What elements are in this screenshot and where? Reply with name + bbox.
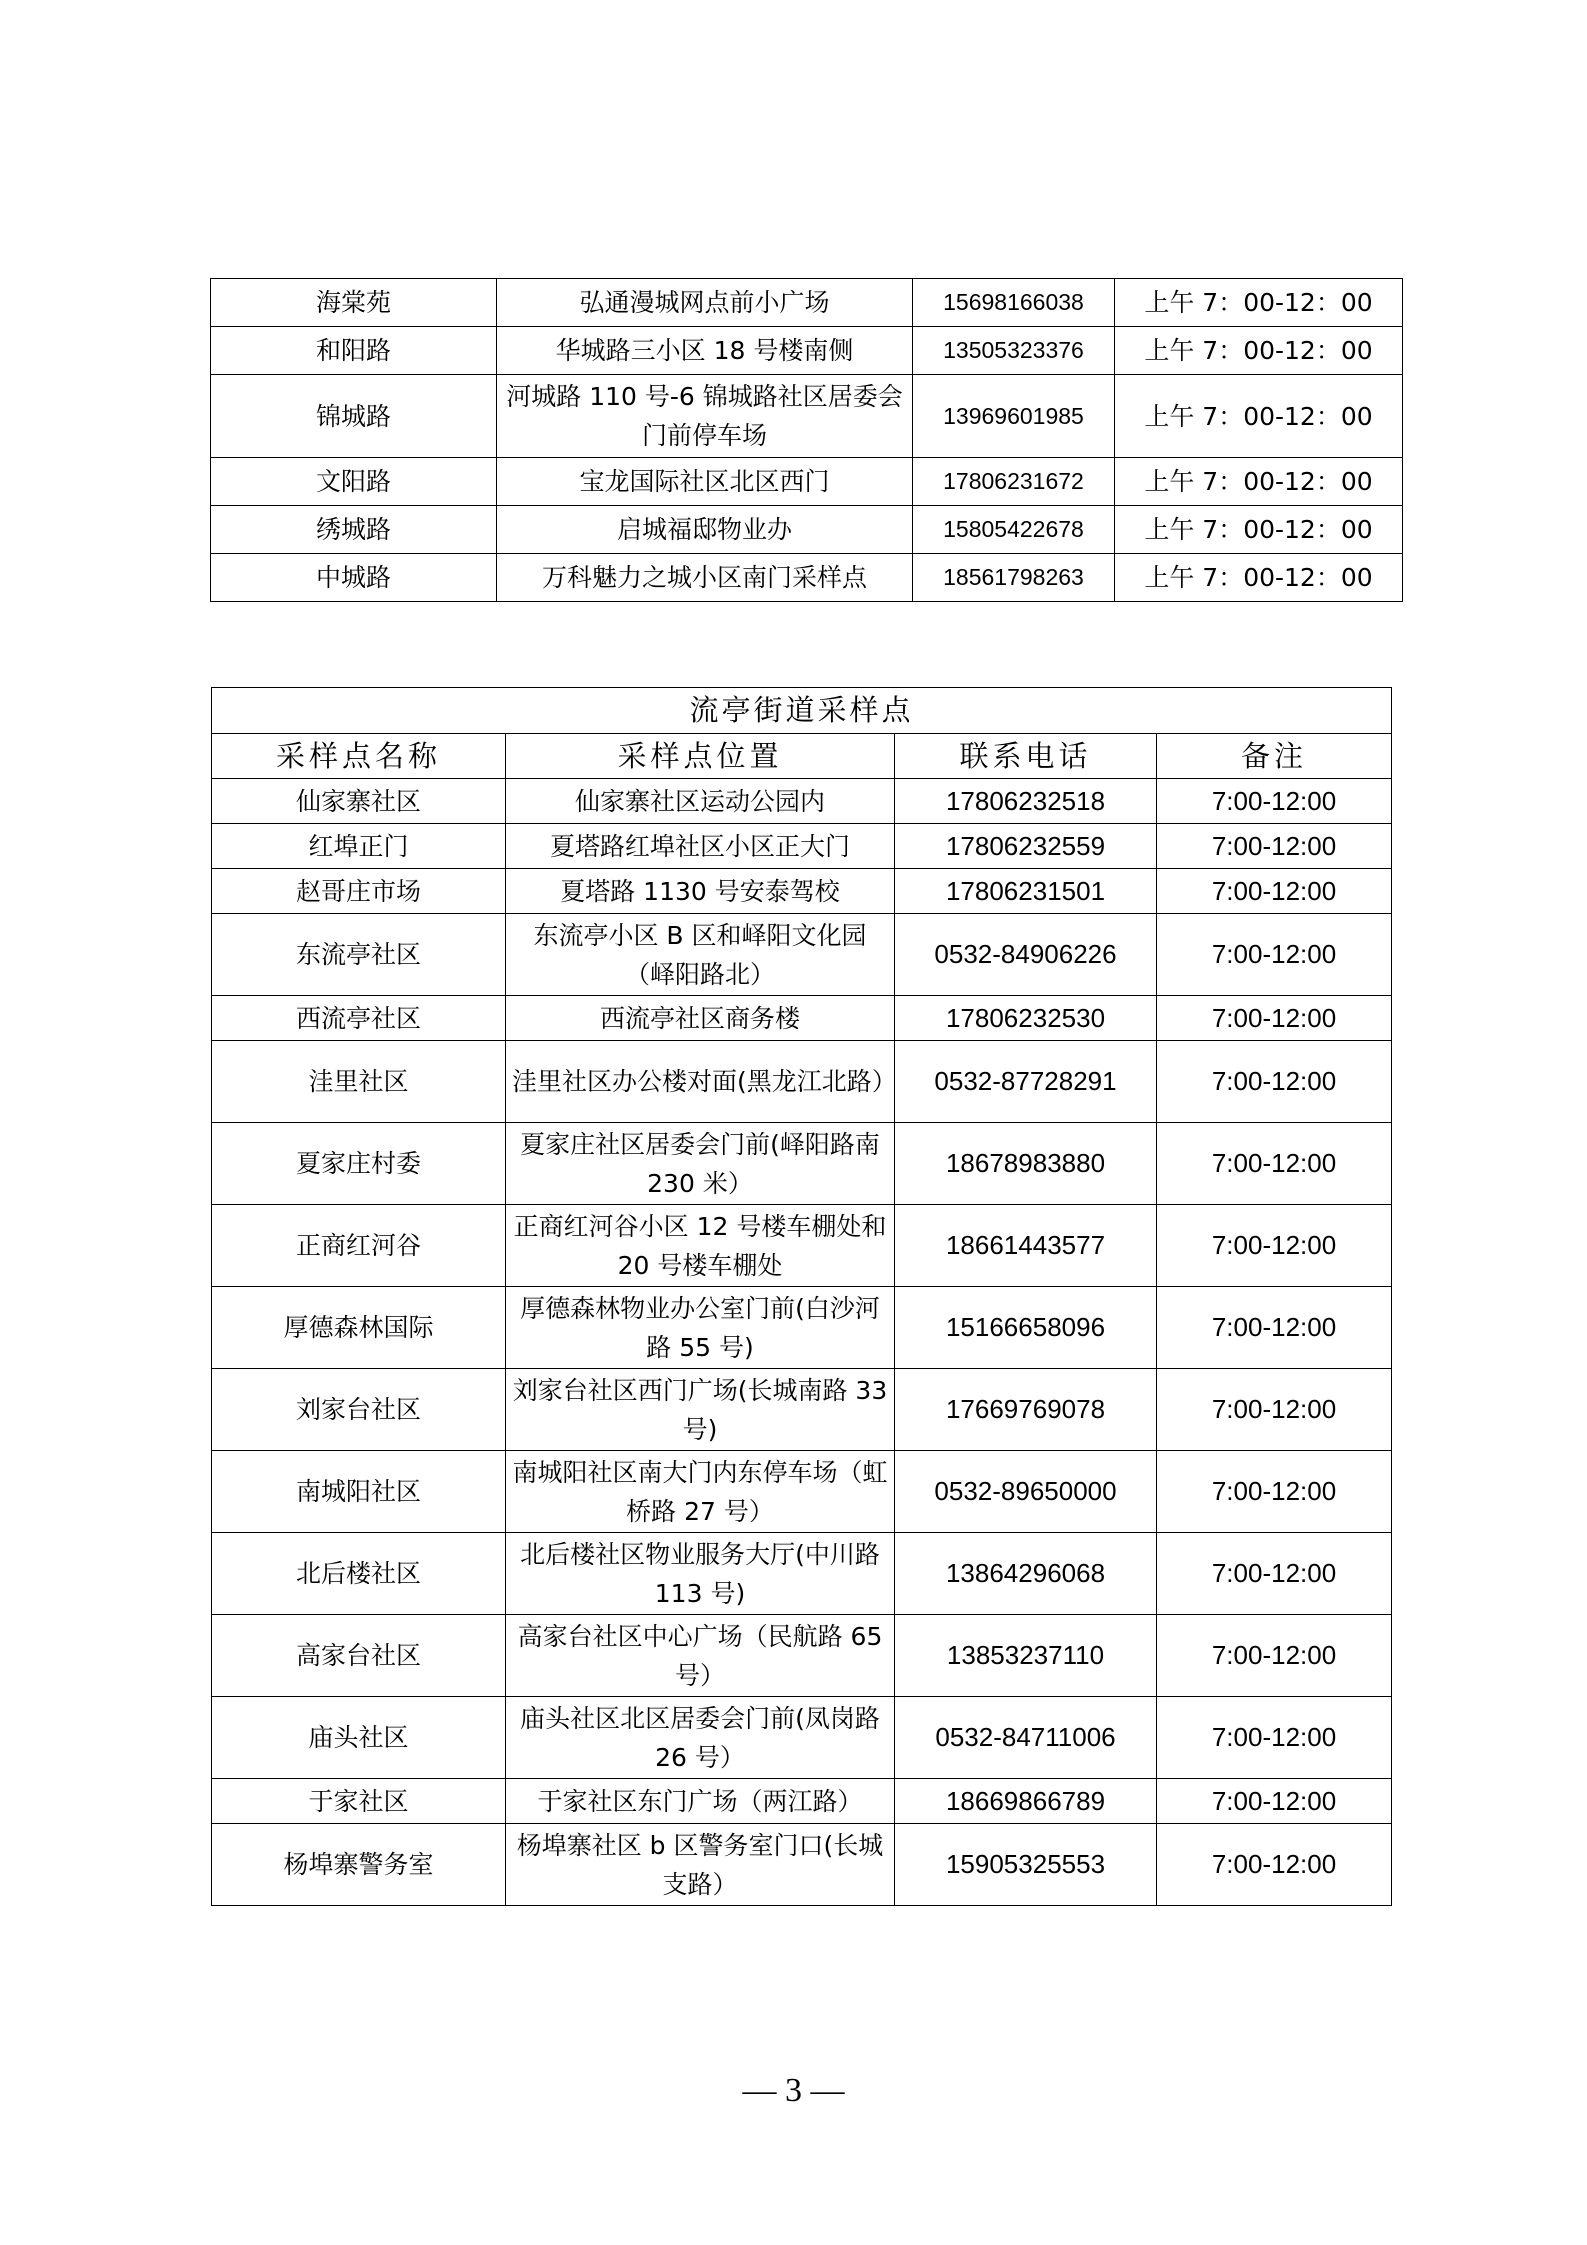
site-location: 弘通漫城网点前小广场: [497, 279, 913, 327]
note: 7:00-12:00: [1157, 869, 1392, 914]
table-row: [211, 375, 1403, 458]
site-name: 赵哥庄市场: [212, 869, 506, 914]
site-name: 洼里社区: [212, 1041, 506, 1123]
site-location: 宝龙国际社区北区西门: [497, 458, 913, 506]
contact-phone: 18678983880: [895, 1123, 1157, 1205]
table-row: [212, 1779, 1392, 1824]
site-location: 夏塔路红埠社区小区正大门: [506, 824, 895, 869]
note: 7:00-12:00: [1157, 779, 1392, 824]
site-name: 正商红河谷: [212, 1205, 506, 1287]
contact-phone: 17806231672: [913, 458, 1115, 506]
contact-phone: 17806232518: [895, 779, 1157, 824]
table-row: [212, 779, 1392, 824]
site-location: 庙头社区北区居委会门前(凤岗路 26 号）: [506, 1697, 895, 1779]
contact-phone: 17806231501: [895, 869, 1157, 914]
site-location: 夏家庄社区居委会门前(峄阳路南 230 米）: [506, 1123, 895, 1205]
contact-phone: 0532-87728291: [895, 1041, 1157, 1123]
table-row: [212, 1451, 1392, 1533]
contact-phone: 15698166038: [913, 279, 1115, 327]
liuting-sampling-points-table: [211, 687, 1392, 1906]
service-hours: 上午 7：00-12：00: [1115, 375, 1403, 458]
table-row: [212, 1205, 1392, 1287]
table-row: [212, 1824, 1392, 1906]
site-location: 刘家台社区西门广场(长城南路 33 号): [506, 1369, 895, 1451]
site-name: 厚德森林国际: [212, 1287, 506, 1369]
site-location: 夏塔路 1130 号安泰驾校: [506, 869, 895, 914]
table-row: [212, 1287, 1392, 1369]
site-location: 南城阳社区南大门内东停车场（虹桥路 27 号）: [506, 1451, 895, 1533]
page-number: — 3 —: [742, 2072, 845, 2109]
site-location: 厚德森林物业办公室门前(白沙河路 55 号): [506, 1287, 895, 1369]
column-header-note: 备注: [1157, 734, 1392, 779]
note: 7:00-12:00: [1157, 1369, 1392, 1451]
service-hours: 上午 7：00-12：00: [1115, 327, 1403, 375]
note: 7:00-12:00: [1157, 1615, 1392, 1697]
contact-phone: 18669866789: [895, 1779, 1157, 1824]
note: 7:00-12:00: [1157, 824, 1392, 869]
table-header-row: [212, 734, 1392, 779]
column-header-location: 采样点位置: [506, 734, 895, 779]
site-name: 于家社区: [212, 1779, 506, 1824]
contact-phone: 0532-84906226: [895, 914, 1157, 996]
service-hours: 上午 7：00-12：00: [1115, 279, 1403, 327]
contact-phone: 0532-89650000: [895, 1451, 1157, 1533]
column-header-phone: 联系电话: [895, 734, 1157, 779]
note: 7:00-12:00: [1157, 1287, 1392, 1369]
site-name: 西流亭社区: [212, 996, 506, 1041]
note: 7:00-12:00: [1157, 996, 1392, 1041]
table-row: [211, 327, 1403, 375]
site-name: 海棠苑: [211, 279, 497, 327]
site-name: 红埠正门: [212, 824, 506, 869]
site-name: 文阳路: [211, 458, 497, 506]
site-location: 正商红河谷小区 12 号楼车棚处和 20 号楼车棚处: [506, 1205, 895, 1287]
contact-phone: 17669769078: [895, 1369, 1157, 1451]
site-location: 东流亭小区 B 区和峄阳文化园（峄阳路北）: [506, 914, 895, 996]
table-row: [212, 914, 1392, 996]
site-location: 于家社区东门广场（两江路）: [506, 1779, 895, 1824]
note: 7:00-12:00: [1157, 1041, 1392, 1123]
site-location: 西流亭社区商务楼: [506, 996, 895, 1041]
contact-phone: 17806232559: [895, 824, 1157, 869]
note: 7:00-12:00: [1157, 914, 1392, 996]
table-row: [212, 1615, 1392, 1697]
column-header-name: 采样点名称: [212, 734, 506, 779]
note: 7:00-12:00: [1157, 1123, 1392, 1205]
site-name: 和阳路: [211, 327, 497, 375]
contact-phone: 0532-84711006: [895, 1697, 1157, 1779]
site-name: 高家台社区: [212, 1615, 506, 1697]
site-name: 南城阳社区: [212, 1451, 506, 1533]
site-location: 华城路三小区 18 号楼南侧: [497, 327, 913, 375]
note: 7:00-12:00: [1157, 1533, 1392, 1615]
site-name: 东流亭社区: [212, 914, 506, 996]
table-row: [212, 869, 1392, 914]
table-row: [212, 1533, 1392, 1615]
table-row: [211, 506, 1403, 554]
note: 7:00-12:00: [1157, 1824, 1392, 1906]
site-location: 高家台社区中心广场（民航路 65 号）: [506, 1615, 895, 1697]
contact-phone: 15166658096: [895, 1287, 1157, 1369]
service-hours: 上午 7：00-12：00: [1115, 506, 1403, 554]
site-name: 刘家台社区: [212, 1369, 506, 1451]
table-row: [212, 824, 1392, 869]
note: 7:00-12:00: [1157, 1205, 1392, 1287]
site-location: 洼里社区办公楼对面(黑龙江北路）: [506, 1041, 895, 1123]
site-location: 杨埠寨社区 b 区警务室门口(长城支路）: [506, 1824, 895, 1906]
contact-phone: 13853237110: [895, 1615, 1157, 1697]
table-row: [212, 1697, 1392, 1779]
table-row: [212, 1123, 1392, 1205]
contact-phone: 17806232530: [895, 996, 1157, 1041]
contact-phone: 13505323376: [913, 327, 1115, 375]
sampling-points-table-continued: [210, 278, 1403, 602]
table-row: [212, 1041, 1392, 1123]
note: 7:00-12:00: [1157, 1779, 1392, 1824]
table-row: [212, 1369, 1392, 1451]
note: 7:00-12:00: [1157, 1697, 1392, 1779]
table-title-row: [212, 688, 1392, 734]
contact-phone: 15805422678: [913, 506, 1115, 554]
site-location: 启城福邸物业办: [497, 506, 913, 554]
table-row: [212, 996, 1392, 1041]
service-hours: 上午 7：00-12：00: [1115, 554, 1403, 602]
site-name: 仙家寨社区: [212, 779, 506, 824]
table-row: [211, 279, 1403, 327]
site-location: 万科魅力之城小区南门采样点: [497, 554, 913, 602]
contact-phone: 15905325553: [895, 1824, 1157, 1906]
contact-phone: 13864296068: [895, 1533, 1157, 1615]
contact-phone: 18661443577: [895, 1205, 1157, 1287]
site-name: 庙头社区: [212, 1697, 506, 1779]
site-name: 夏家庄村委: [212, 1123, 506, 1205]
contact-phone: 13969601985: [913, 375, 1115, 458]
site-name: 中城路: [211, 554, 497, 602]
table-title: 流亭街道采样点: [212, 688, 1392, 734]
contact-phone: 18561798263: [913, 554, 1115, 602]
site-location: 北后楼社区物业服务大厅(中川路 113 号): [506, 1533, 895, 1615]
site-location: 仙家寨社区运动公园内: [506, 779, 895, 824]
site-name: 北后楼社区: [212, 1533, 506, 1615]
site-name: 杨埠寨警务室: [212, 1824, 506, 1906]
table-row: [211, 458, 1403, 506]
note: 7:00-12:00: [1157, 1451, 1392, 1533]
site-name: 绣城路: [211, 506, 497, 554]
site-name: 锦城路: [211, 375, 497, 458]
site-location: 河城路 110 号-6 锦城路社区居委会门前停车场: [497, 375, 913, 458]
table-row: [211, 554, 1403, 602]
service-hours: 上午 7：00-12：00: [1115, 458, 1403, 506]
